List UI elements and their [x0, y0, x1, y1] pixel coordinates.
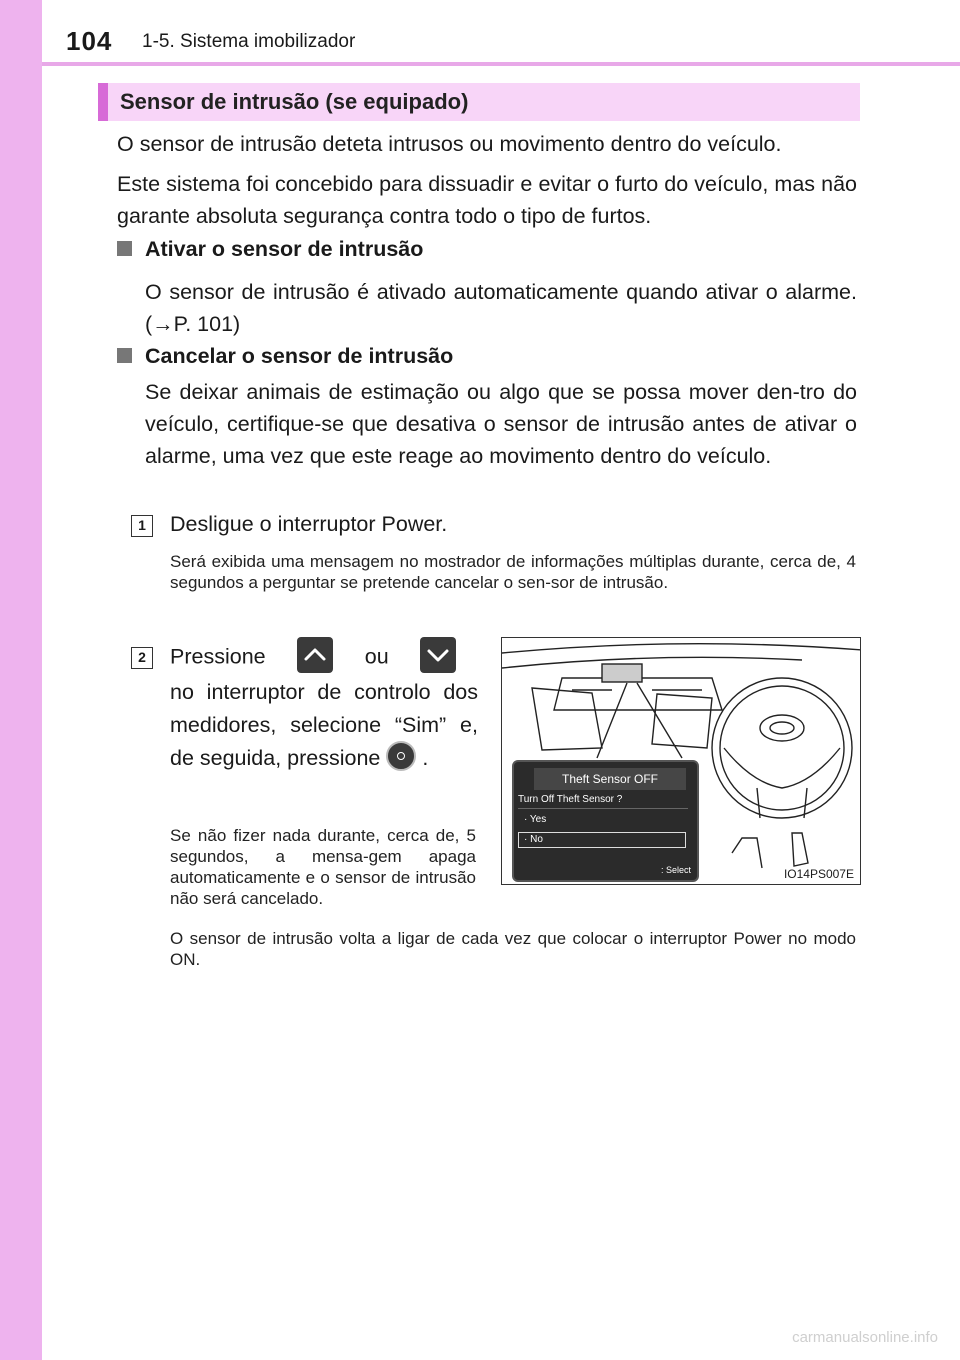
- ok-button-icon: [386, 741, 416, 771]
- step-2-text: [170, 640, 478, 775]
- subheading-activate: [117, 237, 423, 262]
- section-title: Sensor de intrusão (se equipado): [120, 89, 469, 114]
- dashboard-illustration: [501, 637, 861, 885]
- screen-title: Theft Sensor OFF: [534, 768, 686, 790]
- cancel-paragraph: Se deixar animais de estimação ou algo que se possa mover den-tro do veículo, certifique-se que desativa o sensor de intrusão antes de ativar o alarme, uma vez que este reage ao movimento dentro do veículo.: [145, 380, 857, 468]
- multi-info-display: [512, 760, 699, 882]
- screen-select-hint: : Select: [660, 865, 691, 875]
- footer-note: O sensor de intrusão volta a ligar de cada vez que colocar o interruptor Power no modo ON.: [170, 929, 856, 969]
- screen-option-no: · No: [518, 832, 686, 848]
- page-number: 104: [66, 26, 113, 56]
- square-bullet-icon: [117, 241, 132, 256]
- step-2-note: Se não fizer nada durante, cerca de, 5 segundos, a mensa-gem apaga automaticamente e o sensor de intrusão não será cancelado.: [170, 826, 476, 908]
- subheading-cancel: [117, 344, 453, 369]
- subheading-label: Ativar o sensor de intrusão: [145, 237, 424, 261]
- figure-code: IO14PS007E: [783, 867, 854, 881]
- section-heading: [98, 83, 860, 121]
- watermark: carmanualsonline.info: [792, 1329, 938, 1346]
- screen-option-yes: · Yes: [524, 814, 547, 825]
- up-arrow-button-icon: [297, 637, 333, 673]
- intro-paragraph-1: O sensor de intrusão deteta intrusos ou movimento dentro do veículo.: [117, 132, 782, 156]
- side-tab-bar: [0, 0, 42, 1360]
- square-bullet-icon: [117, 348, 132, 363]
- step-1-text: Desligue o interruptor Power.: [170, 512, 448, 536]
- step-number: 1: [131, 515, 153, 537]
- header-divider: [42, 62, 960, 66]
- step-2-part: no interruptor de controlo dos medidores, selecione “Sim” e, de seguida, pressione: [170, 680, 478, 770]
- chapter-title: 1-5. Sistema imobilizador: [142, 31, 356, 52]
- screen-divider: [518, 808, 688, 809]
- step-number: 2: [131, 647, 153, 669]
- step-2-part: .: [422, 746, 429, 770]
- intro-paragraph-2: Este sistema foi concebido para dissuadir e evitar o furto do veículo, mas não garante absoluta segurança contra todo o tipo de furtos.: [117, 172, 857, 228]
- step-2-part: Pressione: [170, 644, 266, 669]
- screen-question: Turn Off Theft Sensor ?: [518, 794, 623, 805]
- activate-paragraph: O sensor de intrusão é ativado automaticamente quando ativar o alarme. (→P. 101): [145, 280, 857, 336]
- step-1-note: Será exibida uma mensagem no mostrador de informações múltiplas durante, cerca de, 4 segundos a perguntar se pretende cancelar o sen-sor de intrusão.: [170, 552, 856, 592]
- subheading-label: Cancelar o sensor de intrusão: [145, 344, 454, 368]
- down-arrow-button-icon: [420, 637, 456, 673]
- step-2-part: ou: [364, 644, 389, 669]
